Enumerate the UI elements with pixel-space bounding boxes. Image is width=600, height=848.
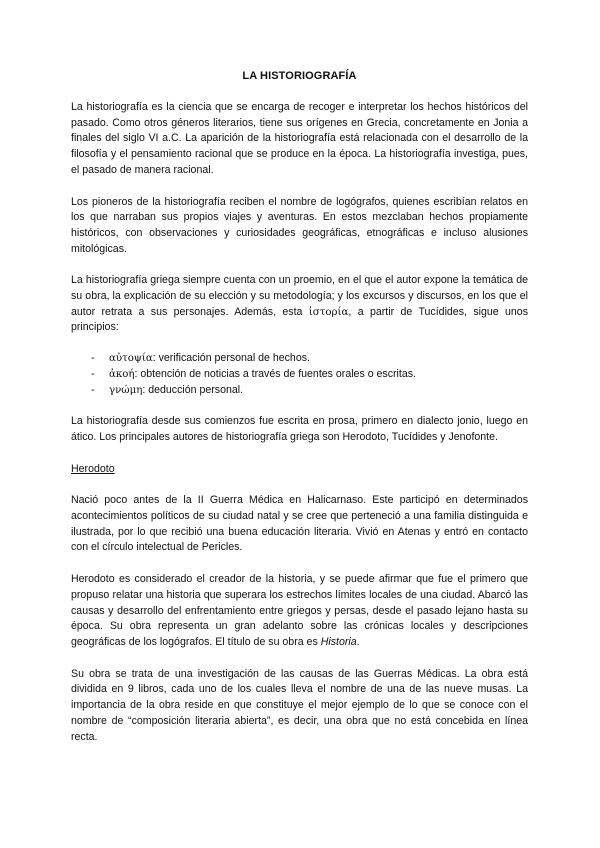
section-heading-herodoto: Herodoto [71, 462, 115, 475]
paragraph-proemio-text-start: La historiografía griega siempre cuenta con un proemio, en el que el autor expone la temática de su obra, la explicación de su elección y su metodología; y los excursos y discursos, en los que el autor retrata a sus personajes. Además, esta [71, 274, 528, 318]
greek-term: ἀκοή [109, 368, 135, 380]
principle-description: : verificación personal de hechos. [152, 352, 310, 365]
paragraph-intro: La historiografía es la ciencia que se encarga de recoger e interpretar los hechos históricos del pasado. Como otros géneros literarios, tiene sus orígenes en Grecia, concretamente en Jonia a finales del siglo VI a.C. La aparición de la historiografía está relacionada con el desarrollo de la filosofía y el pensamiento racional que se produce en la época. La historiografía investiga, pues, el pasado de manera racional. [71, 101, 528, 176]
paragraph-proemio [71, 273, 528, 336]
list-item: - αὐτοψία: verificación personal de hechos. [91, 352, 310, 365]
paragraph-prosa: La historiografía desde sus comienzos fue escrita en prosa, primero en dialecto jonio, luego en ático. Los principales autores de historiografía griega son Herodoto, Tucídides y Jenofonte. [71, 415, 528, 443]
greek-term: αὐτοψία [109, 353, 153, 365]
work-title-historia: Historia [320, 635, 357, 648]
paragraph-proemio-text-end: , a partir de Tucídides, sigue unos principios: [71, 305, 528, 334]
principle-description: : deducción personal. [142, 383, 244, 396]
paragraph-end-punctuation: . [356, 635, 360, 648]
principles-list [71, 351, 528, 398]
paragraph-herodoto-creador-text: Herodoto es considerado el creador de la historia, y se puede afirmar que fue el primero que propuso relatar una historia que superara los estrechos límites locales de una ciudad. Abarcó las causas y desarrollo del enfrentamiento entre griegos y persas, desde el pasado lejano hasta su época. Su obra representa un gran adelanto sobre las crónicas locales y descripciones geográficas de los logógrafos. El título de su obra es [71, 573, 528, 648]
greek-term: γνώμη [109, 384, 143, 396]
principle-description: : obtención de noticias a través de fuentes orales o escritas. [134, 367, 416, 380]
paragraph-logografos: Los pioneros de la historiografía reciben el nombre de logógrafos, quienes escribían relatos en los que narraban sus propios viajes y aventuras. En estos mezclaban hechos propiamente históricos, con observaciones y curiosidades geográficas, etnográficas e incluso alusiones mitológicas. [71, 195, 528, 255]
document-page [71, 70, 528, 761]
greek-historia-term: ἱστορία [308, 306, 349, 318]
document-title: LA HISTORIOGRAFÍA [242, 70, 357, 82]
list-item: - ἀκοή: obtención de noticias a través de fuentes orales o escritas. [91, 367, 416, 380]
paragraph-obra: Su obra se trata de una investigación de las causas de las Guerras Médicas. La obra está dividida en 9 libros, cada uno de los cuales lleva el nombre de una de las nueve musas. La importancia de la obra reside en que constituye el mejor ejemplo de lo que se conoce con el nombre de “composición literaria abierta”, es decir, una obra que no está concebida en línea recta. [71, 667, 528, 743]
list-item: - γνώμη: deducción personal. [91, 383, 244, 396]
paragraph-herodoto-creador [71, 572, 528, 651]
paragraph-herodoto-bio: Nació poco antes de la II Guerra Médica en Halicarnaso. Este participó en determinados acontecimientos políticos de su ciudad natal y se cree que perteneció a una familia distinguida e ilustrada, por lo que recibió una buena educación literaria. Vivió en Atenas y entró en contacto con el círculo intelectual de Pericles. [71, 494, 528, 554]
